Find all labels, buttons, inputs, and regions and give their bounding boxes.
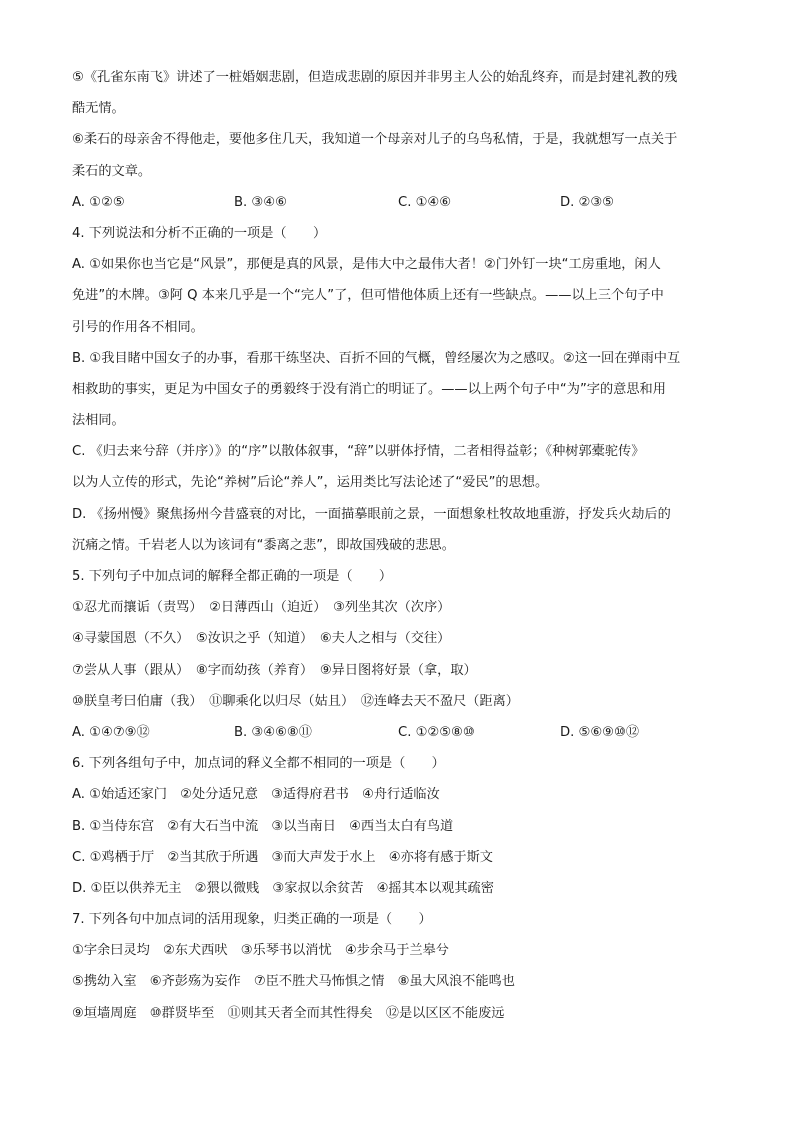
q3-options: [72, 187, 722, 218]
q4-line: D. 《扬州慢》聚焦扬州今昔盛衰的对比，一面描摹眼前之景，一面想象杜牧故地重游，抒发兵火劫后的: [72, 506, 671, 522]
q5-line: ⑦尝从人事（跟从） ⑧字而幼孩（养育） ⑨异日图将好景（拿，取）: [72, 662, 477, 678]
q5-line: ⑩朕皇考曰伯庸（我） ⑪聊乘化以归尽（姑且） ⑫连峰去天不盈尺（距离）: [72, 693, 519, 709]
q5-option-a: A. ①④⑦⑨⑫: [72, 724, 150, 740]
q4-line: 免进”的木牌。③阿 Q 本来几乎是一个“完人”了，但可惜他体质上还有一些缺点。——以上三个句子中: [72, 288, 664, 304]
text-line: 柔石的文章。: [72, 163, 152, 179]
q6-line: C. ①鸡栖于厅 ②当其欣于所遇 ③而大声发于水上 ④亦将有感于斯文: [72, 849, 493, 865]
q5-options: [72, 717, 722, 748]
q3-option-a: A. ①②⑤: [72, 194, 125, 210]
q5-stem: 5. 下列句子中加点词的解释全都正确的一项是（ ）: [72, 569, 393, 584]
q6-line: D. ①臣以供养无主 ②猥以微贱 ③家叔以余贫苦 ④摇其本以观其疏密: [72, 880, 494, 896]
q5-line: ④寻蒙国恩（不久） ⑤汝识之乎（知道） ⑥夫人之相与（交往）: [72, 631, 451, 647]
q6-line: B. ①当侍东宫 ②有大石当中流 ③以当南日 ④西当太白有鸟道: [72, 818, 454, 834]
q4-line: 引号的作用各不相同。: [72, 319, 204, 335]
text-line: ⑥柔石的母亲舍不得他走，要他多住几天，我知道一个母亲对儿子的乌鸟私情，于是，我就想写一点关于: [72, 132, 678, 148]
q7-line: ①字余曰灵均 ②东犬西吠 ③乐琴书以消忧 ④步余马于兰皋兮: [72, 943, 449, 959]
text-line: ⑤《孔雀东南飞》讲述了一桩婚姻悲剧，但造成悲剧的原因并非男主人公的始乱终弃，而是封建礼教的残: [72, 70, 678, 85]
q7-line: ⑨垣墙周庭 ⑩群贤毕至 ⑪则其天者全而其性得矣 ⑫是以区区不能废远: [72, 1005, 505, 1021]
q3-option-d: D. ②③⑤: [560, 194, 615, 210]
exam-page: [72, 62, 722, 1029]
q4-line: 法相同。: [72, 413, 125, 429]
q5-line: ①忍尤而攘诟（责骂） ②日薄西山（迫近） ③列坐其次（次序）: [72, 600, 451, 616]
q4-stem: 4. 下列说法和分析不正确的一项是（ ）: [72, 225, 327, 241]
q4-line: 相救助的事实，更足为中国女子的勇毅终于没有消亡的明证了。——以上两个句子中“为”字的意思和用: [72, 381, 666, 397]
q4-line: 沉痛之情。千岩老人以为该词有“黍离之悲”，即故国残破的悲思。: [72, 537, 455, 553]
q4-line: C. 《归去来兮辞（并序）》的“序”以散体叙事，“辞”以骈体抒情，二者相得益彰；《种树郭橐驼传》: [72, 444, 645, 460]
q7-stem: 7. 下列各句中加点词的活用现象，归类正确的一项是（ ）: [72, 912, 432, 928]
q5-option-d: D. ⑤⑥⑨⑩⑫: [560, 724, 640, 740]
q6-stem: 6. 下列各组句子中，加点词的释义全都不相同的一项是（ ）: [72, 756, 445, 772]
q4-line: A. ①如果你也当它是“风景”，那便是真的风景，是伟大中之最伟大者！②门外钉一块“工房重地，闲人: [72, 257, 661, 273]
q5-option-b: B. ③④⑥⑧⑪: [234, 724, 312, 740]
q4-line: B. ①我目睹中国女子的办事，看那干练坚决、百折不回的气概，曾经屡次为之感叹。②这一回在弹雨中互: [72, 350, 681, 366]
q3-option-b: B. ③④⑥: [234, 194, 287, 210]
q7-line: ⑤携幼入室 ⑥齐彭殇为妄作 ⑦臣不胜犬马怖惧之情 ⑧虽大风浪不能鸣也: [72, 974, 515, 990]
text-line: 酷无情。: [72, 101, 125, 117]
q3-option-c: C. ①④⑥: [398, 194, 452, 210]
q6-line: A. ①始适还家门 ②处分适兄意 ③适得府君书 ④舟行适临汝: [72, 787, 440, 803]
q4-line: 以为人立传的形式，先论“养树”后论“养人”，运用类比写法论述了“爱民”的思想。: [72, 475, 549, 491]
q5-option-c: C. ①②⑤⑧⑩: [398, 724, 475, 740]
